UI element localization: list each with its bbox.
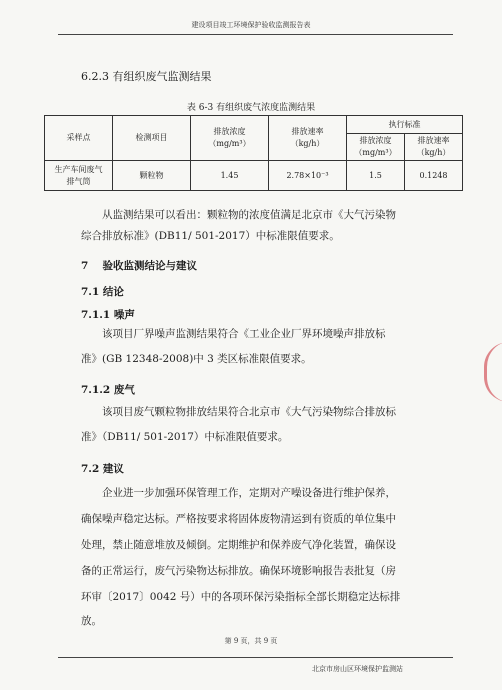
noise-line1: 该项目厂界噪声监测结果符合《工业企业厂界环境噪声排放标 — [102, 328, 386, 340]
header-divider — [58, 34, 453, 35]
cell-concentration: 1.45 — [191, 161, 269, 191]
header-std-rate-label: 排放速率 — [417, 136, 450, 145]
gas-line2: 准》（DB11/ 501-2017）中标准限值要求。 — [81, 431, 289, 443]
section-heading-6-2-3: 6.2.3 有组织废气监测结果 — [81, 70, 212, 83]
cell-std-rate: 0.1248 — [405, 161, 463, 191]
header-conc-label: 排放浓度 — [213, 127, 246, 136]
page-number: 第 9 页，共 9 页 — [224, 637, 278, 645]
header-rate-label: 排放速率 — [291, 127, 324, 136]
suggestion-line1: 企业进一步加强环保管理工作，定期对产噪设备进行维护保养， — [102, 487, 396, 499]
table-row — [45, 161, 463, 191]
header-emission-rate — [269, 116, 347, 161]
sampling-point-line2: 排气筒 — [66, 176, 91, 186]
suggestion-line3: 处理，禁止随意堆放及倾倒。定期维护和保养废气净化装置，确保设 — [81, 539, 396, 551]
section-heading-7: 7 验收监测结论与建议 — [81, 260, 197, 272]
header-standard: 执行标准 — [347, 116, 463, 134]
header-std-rate-unit: （kg/h） — [416, 148, 451, 157]
sampling-point-line1: 生产车间废气 — [54, 164, 103, 174]
page-header: 建设项目竣工环境保护验收监测报告表 — [191, 21, 311, 29]
header-std-conc-unit: （mg/m³） — [354, 148, 397, 157]
table-caption: 表 6-3 有组织废气浓度监测结果 — [186, 103, 316, 113]
section-heading-7-1-1: 7.1.1 噪声 — [81, 309, 135, 321]
cell-std-concentration: 1.5 — [347, 161, 405, 191]
noise-line2: 准》(GB 12348-2008)中 3 类区标准限值要求。 — [81, 353, 312, 365]
section-heading-7-1-2: 7.1.2 废气 — [81, 384, 135, 396]
gas-line1: 该项目废气颗粒物排放结果符合北京市《大气污染物综合排放标 — [102, 406, 396, 418]
header-conc-unit: （mg/m³） — [208, 139, 251, 148]
header-std-rate — [405, 134, 463, 161]
cell-sampling-point — [45, 161, 113, 191]
suggestion-line2: 确保噪声稳定达标。严格按要求将固体废物清运到有资质的单位集中 — [81, 513, 396, 525]
emission-results-table — [44, 115, 463, 191]
cell-rate: 2.78×10⁻³ — [269, 161, 347, 191]
conclusion-line2: 综合排放标准》(DB11/ 501-2017）中标准限值要求。 — [81, 230, 340, 242]
suggestion-line6: 放。 — [81, 615, 102, 627]
conclusion-line1: 从监测结果可以看出：颗粒物的浓度值满足北京市《大气污染物 — [102, 209, 396, 221]
footer-divider — [58, 657, 453, 658]
footer-organization: 北京市房山区环境保护监测站 — [312, 665, 403, 673]
section-heading-7-1: 7.1 结论 — [81, 286, 124, 298]
suggestion-line4: 备的正常运行，废气污染物达标排放。确保环境影响报告表批复（房 — [81, 565, 396, 577]
header-rate-unit: （kg/h） — [290, 139, 325, 148]
section-heading-7-2: 7.2 建议 — [81, 463, 124, 475]
header-std-conc-label: 排放浓度 — [359, 136, 392, 145]
suggestion-line5: 环审〔2017〕0042 号）中的各项环保污染指标全部长期稳定达标排 — [81, 591, 401, 603]
header-std-concentration — [347, 134, 405, 161]
cell-test-item: 颗粒物 — [113, 161, 191, 191]
header-emission-concentration — [191, 116, 269, 161]
seal-stamp-fragment — [484, 342, 502, 402]
header-test-item: 检测项目 — [113, 116, 191, 161]
header-sampling-point: 采样点 — [45, 116, 113, 161]
